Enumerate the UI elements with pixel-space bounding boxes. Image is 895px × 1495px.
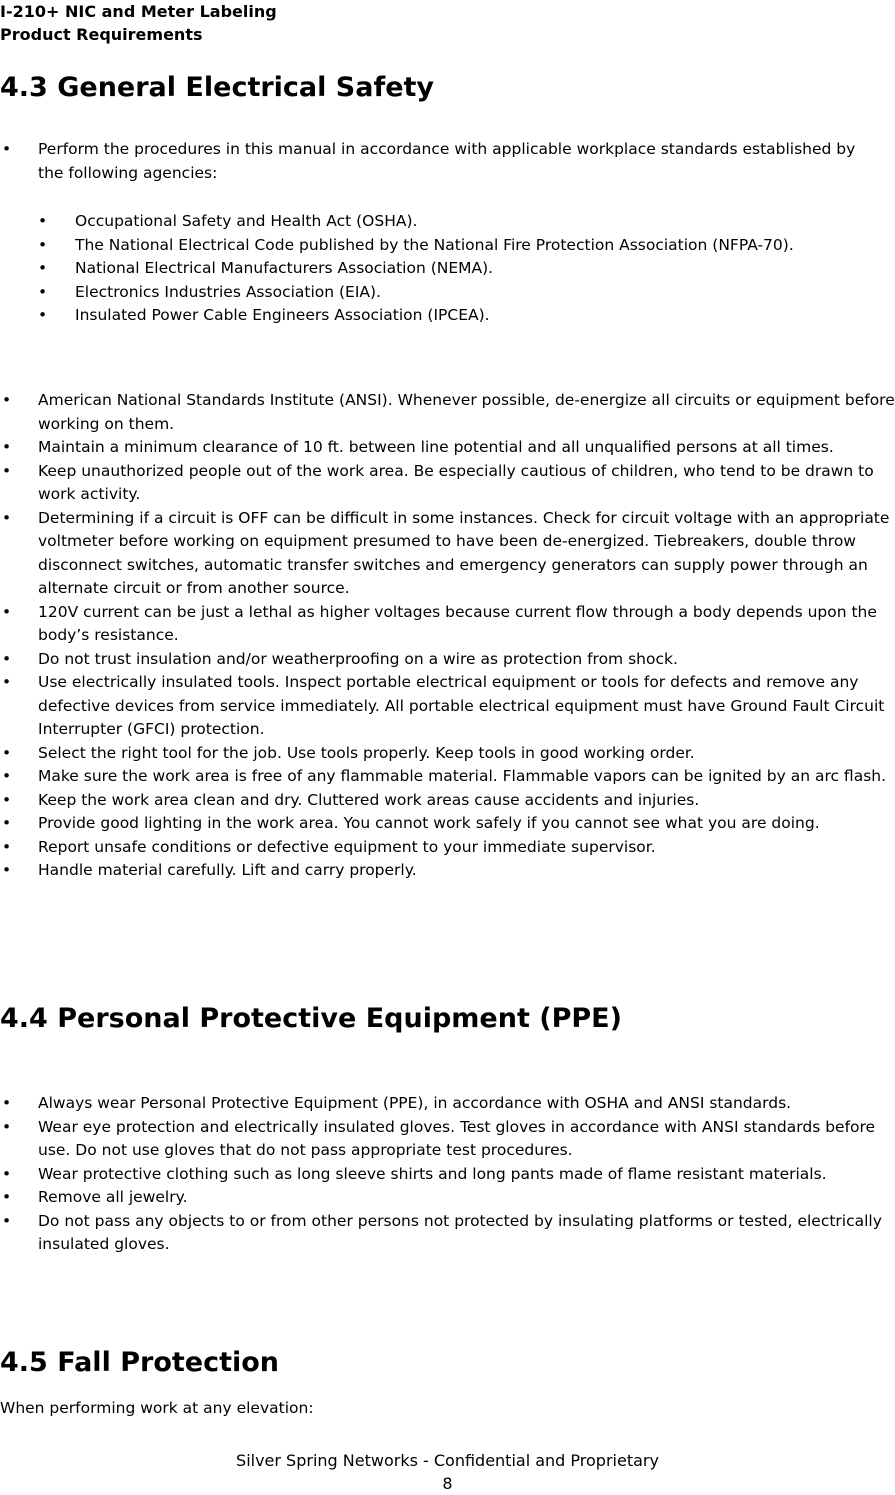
list-item: • Wear eye protection and electrically insulated gloves. Test gloves in accordance with ANSI standards before use. Do not use gloves that do not pass appropriate test procedures.: [2, 1117, 876, 1159]
header-title: I-210+ NIC and Meter Labeling: [0, 2, 277, 21]
list-item: • Select the right tool for the job. Use tools properly. Keep tools in good working order.: [0, 742, 895, 766]
bullet-icon: •: [2, 673, 12, 691]
section-4-3-heading: 4.3 General Electrical Safety: [0, 72, 435, 103]
bullet-icon: •: [2, 438, 12, 456]
header-subtitle: Product Requirements: [0, 25, 203, 44]
list-item: • Maintain a minimum clearance of 10 ft. between line potential and all unqualified persons at all times.: [0, 436, 895, 460]
list-item: • Perform the procedures in this manual in accordance with applicable workplace standards established by the following agencies:: [2, 140, 856, 182]
list-item: • Do not trust insulation and/or weatherproofing on a wire as protection from shock.: [0, 648, 895, 672]
bullet-icon: •: [38, 259, 48, 277]
bullet-icon: •: [2, 790, 12, 809]
bullet-icon: •: [2, 767, 12, 785]
section-4-5-heading: 4.5 Fall Protection: [0, 1347, 280, 1378]
list-item: • National Electrical Manufacturers Association (NEMA).: [0, 257, 895, 281]
section-4-4-heading: 4.4 Personal Protective Equipment (PPE): [0, 1003, 622, 1034]
bullet-icon: •: [2, 1164, 12, 1183]
bullet-icon: •: [2, 649, 12, 668]
bullet-icon: •: [2, 861, 12, 879]
list-item: • Occupational Safety and Health Act (OSHA).: [0, 210, 895, 234]
list-item: • Do not pass any objects to or from other persons not protected by insulating platforms or tested, electrically insulated gloves.: [2, 1211, 882, 1253]
document-header: [0, 0, 277, 46]
list-item: • Wear protective clothing such as long sleeve shirts and long pants made of flame resistant materials.: [0, 1163, 885, 1187]
list-item: • 120V current can be just a lethal as higher voltages because current flow through a body depends upon the body’s resistance.: [2, 602, 877, 644]
bullet-icon: •: [2, 1117, 12, 1136]
bullet-icon: •: [2, 140, 12, 158]
page-footer: [0, 1449, 895, 1495]
list-item: • Keep the work area clean and dry. Cluttered work areas cause accidents and injuries.: [0, 789, 895, 813]
list-item: • Keep unauthorized people out of the work area. Be especially cautious of children, who tend to be drawn to work activity.: [2, 461, 874, 503]
bullet-icon: •: [2, 602, 12, 621]
list-item: • Always wear Personal Protective Equipment (PPE), in accordance with OSHA and ANSI standards.: [0, 1092, 885, 1116]
bullet-icon: •: [2, 461, 12, 480]
bullet-icon: •: [38, 235, 48, 254]
bullet-icon: •: [2, 1094, 12, 1112]
list-item: • Remove all jewelry.: [0, 1186, 885, 1210]
list-item: • Use electrically insulated tools. Inspect portable electrical equipment or tools for defects and remove any defective devices from service immediately. All portable electrical equipment must have Ground Fault Circuit Interrupter (GFCI) protection.: [2, 673, 885, 738]
footer-confidentiality: Silver Spring Networks - Confidential and Proprietary: [236, 1451, 659, 1470]
list-item: • The National Electrical Code published by the National Fire Protection Association (NFPA-70).: [0, 234, 850, 258]
bullet-icon: •: [2, 743, 12, 762]
agency-list: [0, 210, 895, 328]
bullet-icon: •: [2, 837, 12, 856]
list-item: • Handle material carefully. Lift and carry properly.: [0, 859, 895, 883]
list-item: • Report unsafe conditions or defective equipment to your immediate supervisor.: [0, 836, 895, 860]
list-item: • Make sure the work area is free of any flammable material. Flammable vapors can be ignited by an arc flash.: [0, 765, 895, 789]
list-item: • Electronics Industries Association (EIA).: [0, 281, 895, 305]
bullet-icon: •: [38, 212, 48, 230]
page-number: 8: [442, 1474, 453, 1493]
list-item: • Provide good lighting in the work area. You cannot work safely if you cannot see what you are doing.: [0, 812, 895, 836]
bullet-icon: •: [2, 391, 12, 409]
bullet-icon: •: [38, 282, 48, 301]
list-item: • Insulated Power Cable Engineers Association (IPCEA).: [0, 304, 895, 328]
section-4-3-intro-list: [0, 138, 885, 185]
bullet-icon: •: [38, 306, 48, 324]
ppe-list: [0, 1092, 885, 1257]
section-4-5-intro: When performing work at any elevation:: [0, 1399, 314, 1417]
safety-list: [0, 389, 895, 883]
bullet-icon: •: [2, 814, 12, 832]
bullet-icon: •: [2, 1188, 12, 1206]
list-item: • American National Standards Institute (ANSI). Whenever possible, de-energize all circuits or equipment before working on them.: [2, 391, 895, 433]
list-item: • Determining if a circuit is OFF can be difficult in some instances. Check for circuit voltage with an appropriate voltmeter before working on equipment presumed to have been de-energized. Tiebreakers, double throw disconnect switches, automatic transfer switches and emergency generators can supply power through an alternate circuit or from another source.: [2, 508, 890, 597]
bullet-icon: •: [2, 508, 12, 527]
bullet-icon: •: [2, 1211, 12, 1230]
